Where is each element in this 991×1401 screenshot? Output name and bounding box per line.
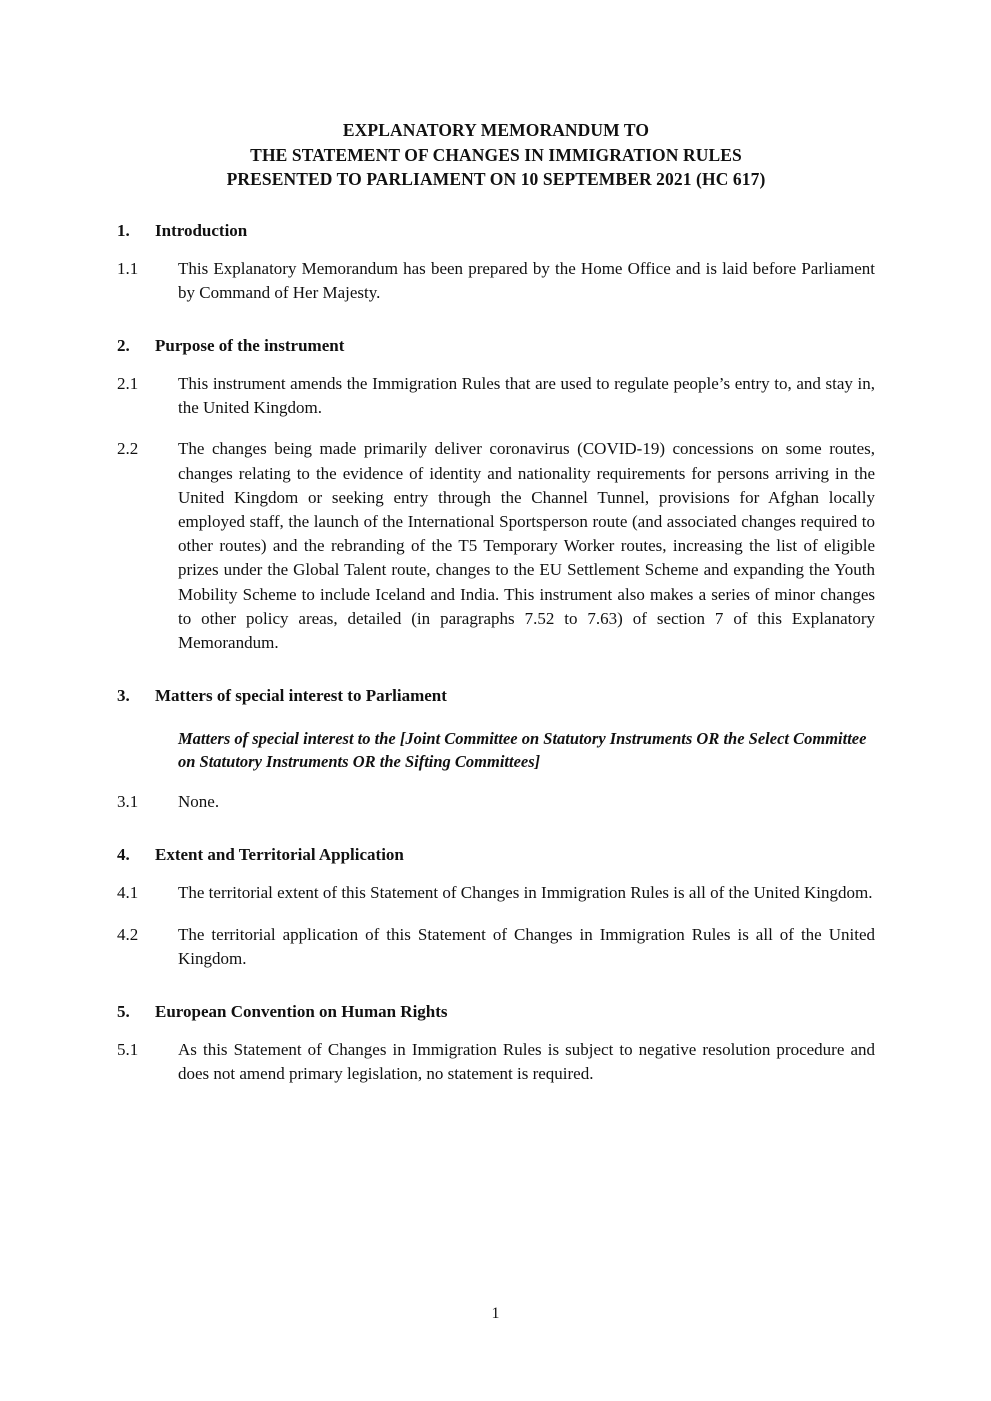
section-number-4: 4.	[117, 845, 130, 865]
section-title-3: Matters of special interest to Parliament	[155, 686, 447, 706]
paragraph-text-5-1: As this Statement of Changes in Immigration Rules is subject to negative resolution procedure and does not amend primary legislation, no statement is required.	[178, 1039, 875, 1084]
section-heading-4	[117, 844, 875, 866]
paragraph-text-1-1: This Explanatory Memorandum has been prepared by the Home Office and is laid before Parliament by Command of Her Majesty.	[178, 258, 875, 302]
section-purpose-of-the-instrument	[117, 335, 875, 655]
section-number-2: 2.	[117, 335, 130, 355]
section-introduction	[117, 220, 875, 305]
paragraph-3-1	[117, 790, 875, 814]
paragraph-text-4-2: The territorial application of this Statement of Changes in Immigration Rules is all of the United Kingdom.	[178, 924, 875, 968]
paragraph-5-1	[117, 1038, 875, 1086]
paragraph-4-2	[117, 923, 875, 971]
section-heading-3	[117, 685, 875, 707]
section-title-1: Introduction	[155, 220, 248, 240]
paragraph-2-2	[117, 437, 875, 655]
section-heading-5	[117, 1001, 875, 1023]
section-extent-and-territorial-application	[117, 844, 875, 971]
section-heading-2	[117, 335, 875, 357]
section-title-4: Extent and Territorial Application	[155, 845, 404, 865]
paragraph-4-1	[117, 881, 875, 905]
paragraph-text-2-2: The changes being made primarily deliver coronavirus (COVID-19) concessions on some routes, changes relating to the evidence of identity and nationality requirements for persons arriving in the United Kingdom or seeking entry through the Channel Tunnel, provisions for Afghan locally employed staff, the launch of the International Sportsperson route (and associated changes required to other routes) and the rebranding of the T5 Temporary Worker routes, increasing the list of eligible prizes under the Global Talent route, changes to the EU Settlement Scheme and expanding the Youth Mobility Scheme to include Iceland and India. This instrument also makes a series of minor changes to other policy areas, detailed (in paragraphs 7.52 to 7.63) of section 7 of this Explanatory Memorandum.	[178, 439, 875, 652]
paragraph-text-4-1: The territorial extent of this Statement of Changes in Immigration Rules is all of the United Kingdom.	[178, 883, 873, 903]
paragraph-number-3-1: 3.1	[117, 792, 139, 812]
section-title-5: European Convention on Human Rights	[155, 1001, 448, 1021]
section-matters-of-special-interest	[117, 685, 875, 814]
document-title	[117, 118, 875, 192]
section-number-5: 5.	[117, 1001, 130, 1021]
paragraph-number-1-1: 1.1	[117, 258, 139, 278]
section-european-convention-on-human-rights	[117, 1001, 875, 1086]
paragraph-number-2-2: 2.2	[117, 439, 139, 459]
section-number-3: 3.	[117, 686, 130, 706]
paragraph-number-4-1: 4.1	[117, 883, 139, 903]
page-number-footer: 1	[491, 1305, 500, 1322]
section-heading-1	[117, 220, 875, 242]
paragraph-number-2-1: 2.1	[117, 373, 139, 393]
section-title-2: Purpose of the instrument	[155, 335, 345, 355]
paragraph-text-2-1: This instrument amends the Immigration Rules that are used to regulate people’s entry to, and stay in, the United Kingdom.	[178, 373, 875, 418]
paragraph-number-5-1: 5.1	[117, 1039, 139, 1059]
section-number-1: 1.	[117, 220, 130, 240]
paragraph-number-4-2: 4.2	[117, 924, 139, 944]
document-title-line-2: THE STATEMENT OF CHANGES IN IMMIGRATION RULES	[250, 144, 742, 165]
paragraph-1-1	[117, 257, 875, 305]
document-body	[117, 118, 875, 1086]
document-title-line-3: PRESENTED TO PARLIAMENT ON 10 SEPTEMBER 2021 (HC 617)	[226, 169, 766, 189]
document-title-line-1: EXPLANATORY MEMORANDUM TO	[342, 120, 650, 140]
paragraph-2-1	[117, 372, 875, 420]
paragraph-text-3-1: None.	[178, 792, 220, 812]
section-3-italic-subheading: Matters of special interest to the [Joint Committee on Statutory Instruments OR the Select Committee on Statutory Instruments OR the Sifting Committees]	[178, 729, 867, 772]
